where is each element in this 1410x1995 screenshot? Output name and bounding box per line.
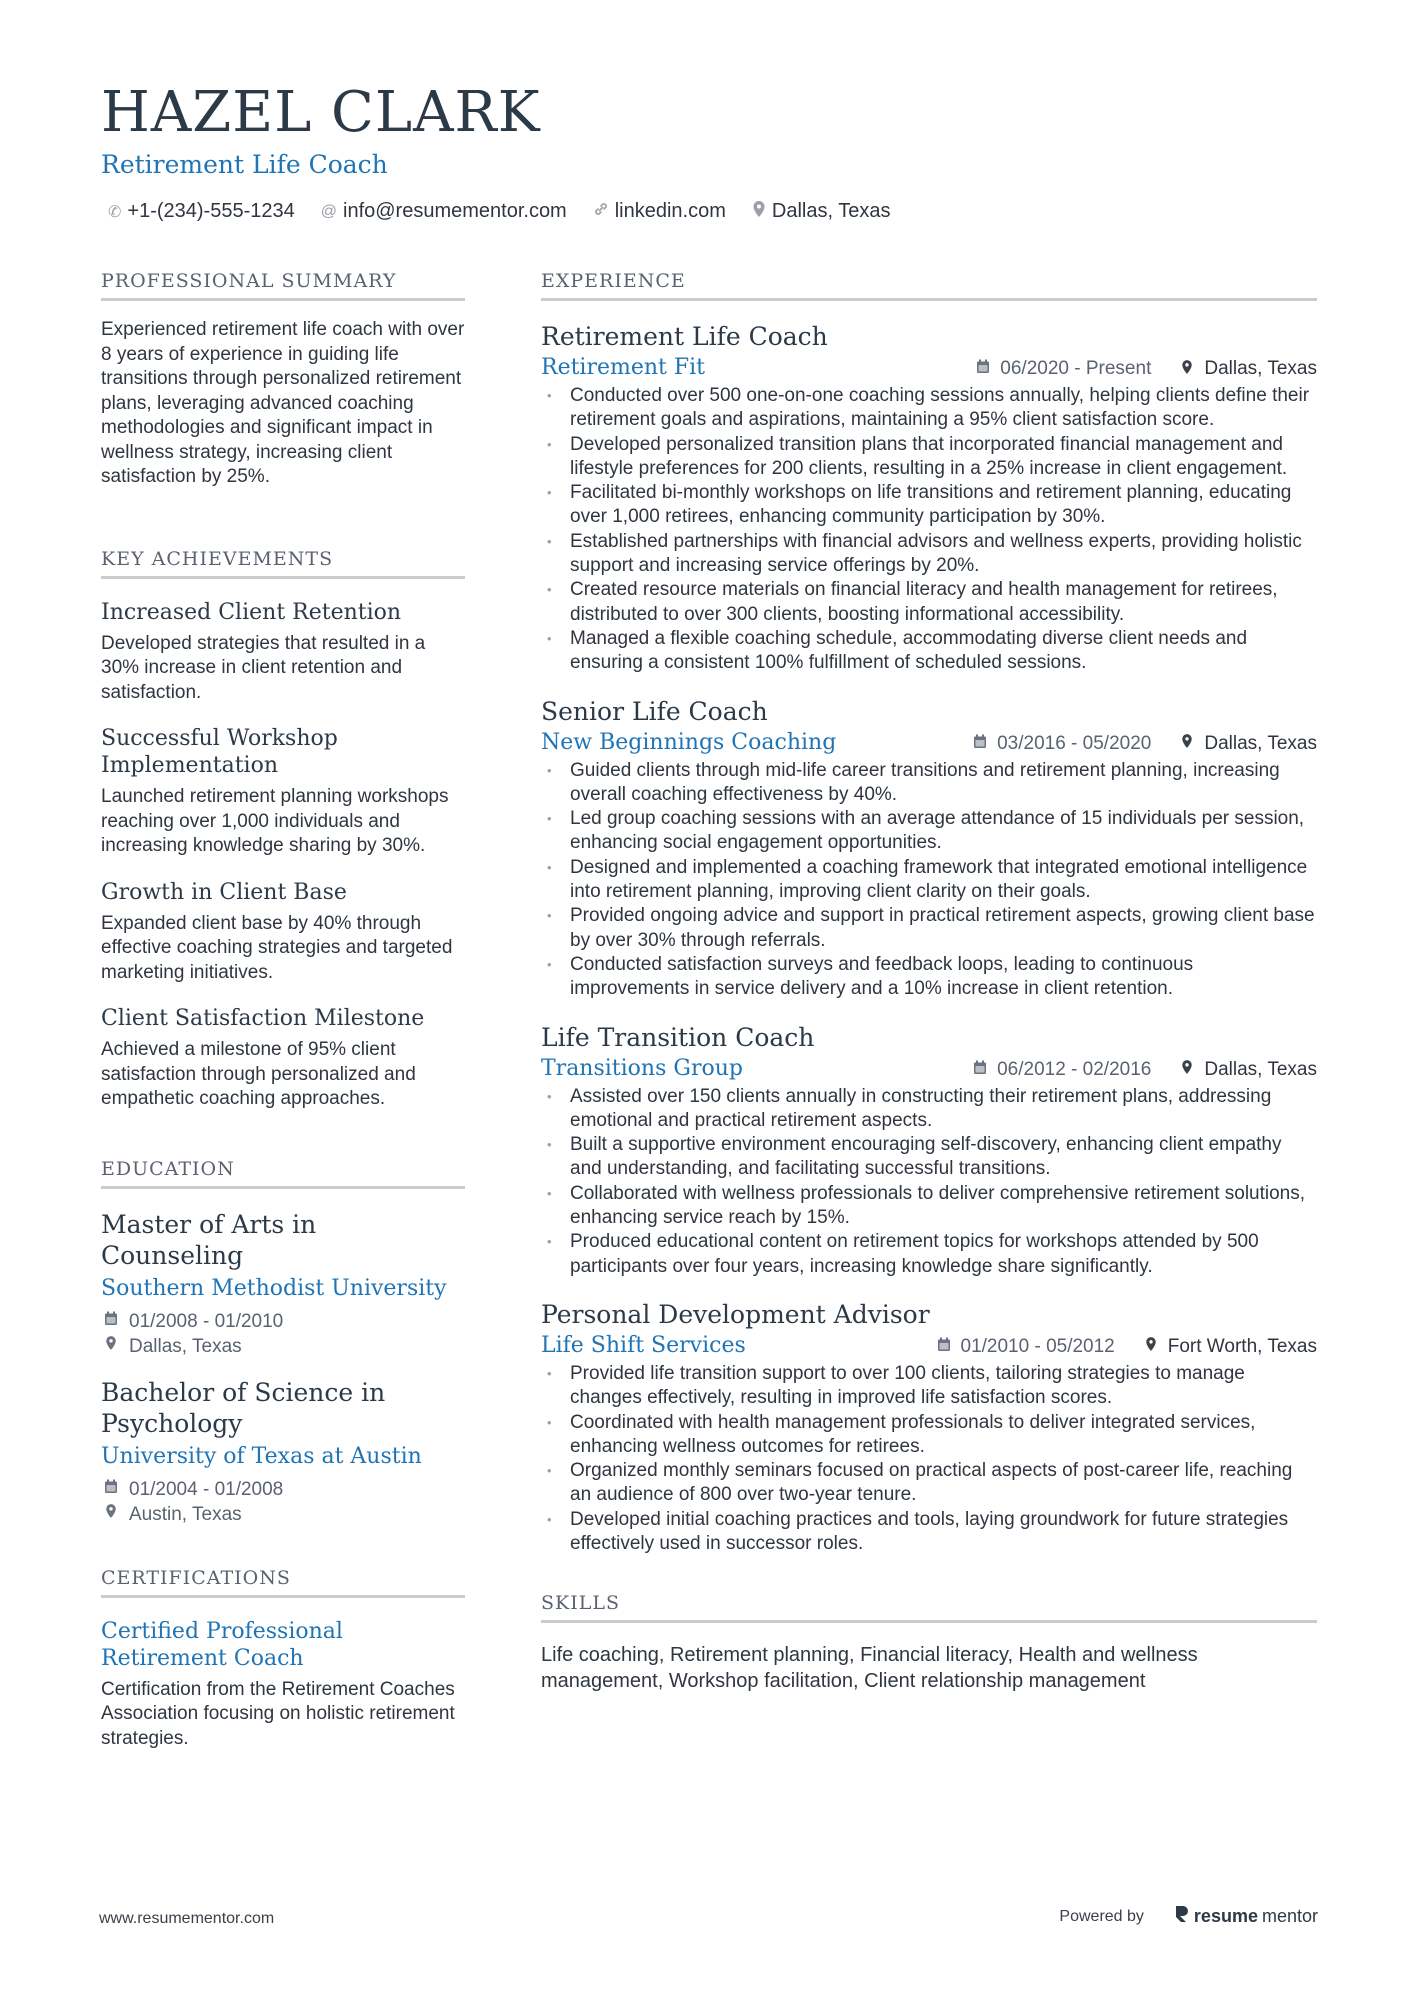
job-dates: 06/2012 - 02/2016 (970, 1059, 1151, 1081)
candidate-role: Retirement Life Coach (101, 150, 388, 179)
location-icon (752, 200, 766, 223)
school: University of Texas at Austin (101, 1443, 422, 1469)
achievement-title: Increased Client Retention (101, 599, 402, 625)
degree: Master of Arts in Counseling (101, 1209, 317, 1270)
skills-section (541, 1592, 1317, 1694)
location-icon (1141, 1336, 1161, 1357)
job-bullet: • Established partnerships with financial advisors and wellness experts, providing holistic support and increasing service offerings by 20%. (541, 530, 1317, 579)
job-location: Dallas, Texas (1177, 358, 1317, 380)
job-title: Senior Life Coach (541, 696, 768, 726)
brand-icon (1174, 1904, 1190, 1929)
contact-email[interactable]: @ info@resumementor.com (320, 200, 567, 222)
right-column (541, 270, 1317, 1694)
job-entry (541, 321, 1317, 676)
job-company: New Beginnings Coaching (541, 729, 837, 755)
job-company: Retirement Fit (541, 355, 706, 380)
education-dates: 01/2008 - 01/2010 (101, 1309, 465, 1334)
achievement-title: Successful Workshop Implementation (101, 726, 338, 778)
education-section (101, 1158, 465, 1527)
job-meta (934, 1336, 1318, 1358)
job-title: Personal Development Advisor (541, 1299, 930, 1329)
job-company: Life Shift Services (541, 1332, 746, 1358)
job-bullet: • Created resource materials on financial literacy and health management for retirees, distributed to over 300 clients, boosting informational accessibility. (541, 578, 1317, 627)
job-bullet: • Conducted over 500 one-on-one coaching sessions annually, helping clients define their retirement goals and aspirations, maintaining a 95% client satisfaction score. (541, 384, 1317, 433)
job-location: Dallas, Texas (1177, 1059, 1317, 1081)
skills-heading: SKILLS (541, 1592, 1317, 1623)
at-icon: @ (320, 202, 337, 220)
contact-phone: ✆ +1-(234)-555-1234 (108, 200, 295, 222)
achievement-item (101, 599, 465, 706)
left-column (101, 270, 465, 1751)
job-bullet: • Built a supportive environment encouraging self-discovery, enhancing client empathy and understanding, and facilitating successful transitions. (541, 1133, 1317, 1182)
job-bullet: • Provided life transition support to over 100 clients, tailoring strategies to manage changes effectively, resulting in improved life satisfaction scores. (541, 1362, 1317, 1411)
candidate-name: HAZEL CLARK (101, 80, 541, 145)
job-meta (970, 733, 1317, 755)
job-meta-row (541, 355, 1317, 380)
brand-text-bold: resume (1193, 1906, 1258, 1926)
achievement-item (101, 1005, 465, 1112)
job-bullets (541, 759, 1317, 1002)
education-heading: EDUCATION (101, 1158, 465, 1189)
calendar-icon (101, 1477, 121, 1502)
education-location: Austin, Texas (101, 1502, 465, 1527)
achievement-title: Growth in Client Base (101, 879, 347, 905)
certifications-heading: CERTIFICATIONS (101, 1567, 465, 1598)
job-entry (541, 1022, 1317, 1279)
certifications-section (101, 1567, 465, 1752)
degree: Bachelor of Science in Psychology (101, 1377, 386, 1438)
location-icon (1177, 1059, 1197, 1080)
location-icon (101, 1502, 121, 1527)
achievement-text: Expanded client base by 40% through effective coaching strategies and targeted marketing initiatives. (101, 912, 453, 983)
job-bullet: • Designed and implemented a coaching framework that integrated emotional intelligence into retirement planning, improving client clarity on their goals. (541, 856, 1317, 905)
job-meta (973, 358, 1317, 380)
summary-heading: PROFESSIONAL SUMMARY (101, 270, 465, 301)
job-bullet: • Conducted satisfaction surveys and feedback loops, leading to continuous improvements in service delivery and a 10% increase in client retention. (541, 953, 1317, 1002)
calendar-icon (970, 734, 990, 754)
phone-icon: ✆ (108, 203, 122, 221)
calendar-icon (934, 1337, 954, 1357)
education-item (101, 1209, 465, 1359)
achievement-text: Achieved a milestone of 95% client satisfaction through personalized and empathetic coaching approaches. (101, 1039, 416, 1109)
job-location: Dallas, Texas (1177, 733, 1317, 755)
job-dates: 06/2020 - Present (973, 358, 1151, 380)
education-dates: 01/2004 - 01/2008 (101, 1477, 465, 1502)
job-title: Life Transition Coach (541, 1022, 815, 1052)
achievement-text: Developed strategies that resulted in a 30% increase in client retention and satisfaction. (101, 632, 426, 703)
achievement-item (101, 879, 465, 986)
powered-by-label: Powered by (1059, 1907, 1144, 1925)
summary-section (101, 270, 465, 490)
job-bullet: • Coordinated with health management professionals to deliver integrated services, enhancing wellness outcomes for retirees. (541, 1411, 1317, 1460)
calendar-icon (101, 1309, 121, 1334)
contact-location: Dallas, Texas (752, 200, 891, 223)
achievement-item (101, 725, 465, 859)
education-location: Dallas, Texas (101, 1334, 465, 1359)
job-bullet: • Developed initial coaching practices and tools, laying groundwork for future strategies effectively used in successor roles. (541, 1508, 1317, 1557)
summary-text: Experienced retirement life coach with over 8 years of experience in guiding life transitions through personalized retirement plans, leveraging advanced coaching methodologies and significant impact in wellness strategy, increasing client satisfaction by 25%. (101, 319, 465, 487)
job-bullet: • Collaborated with wellness professionals to deliver comprehensive retirement solutions, enhancing service reach by 15%. (541, 1182, 1317, 1231)
job-bullet: • Facilitated bi-monthly workshops on life transitions and retirement planning, educating over 1,000 retirees, enhancing community participation by 30%. (541, 481, 1317, 530)
job-dates: 01/2010 - 05/2012 (934, 1336, 1115, 1358)
calendar-icon (970, 1060, 990, 1080)
achievement-text: Launched retirement planning workshops reaching over 1,000 individuals and increasing knowledge sharing by 30%. (101, 786, 449, 856)
achievements-heading: KEY ACHIEVEMENTS (101, 548, 465, 579)
experience-heading: EXPERIENCE (541, 270, 1317, 301)
job-bullet: • Provided ongoing advice and support in practical retirement aspects, growing client base by over 30% through referrals. (541, 904, 1317, 953)
job-meta (970, 1059, 1317, 1081)
location-icon (1177, 733, 1197, 754)
contact-linkedin[interactable]: linkedin.com (593, 200, 726, 223)
brand-text-light: mentor (1261, 1906, 1318, 1926)
footer-website[interactable]: www.resumementor.com (99, 1910, 275, 1927)
job-dates: 03/2016 - 05/2020 (970, 733, 1151, 755)
job-entry (541, 1299, 1317, 1556)
location-icon (101, 1334, 121, 1359)
achievement-title: Client Satisfaction Milestone (101, 1006, 425, 1031)
job-bullets (541, 1085, 1317, 1279)
job-bullets (541, 384, 1317, 676)
experience-section (541, 270, 1317, 1556)
certification-text: Certification from the Retirement Coaches Association focusing on holistic retirement strategies. (101, 1678, 455, 1749)
footer-powered (1059, 1904, 1318, 1929)
calendar-icon (973, 359, 993, 379)
location-icon (1177, 359, 1197, 380)
job-title: Retirement Life Coach (541, 322, 828, 351)
job-entry (541, 696, 1317, 1002)
achievements-section (101, 548, 465, 1112)
job-bullet: • Developed personalized transition plans that incorporated financial management and lifestyle preferences for 200 clients, resulting in a 25% increase in client engagement. (541, 433, 1317, 482)
job-meta-row (541, 730, 1317, 755)
school: Southern Methodist University (101, 1275, 447, 1301)
job-location: Fort Worth, Texas (1141, 1336, 1317, 1358)
contact-bar (108, 200, 890, 223)
job-bullet: • Led group coaching sessions with an average attendance of 15 individuals per session, enhancing social engagement opportunities. (541, 807, 1317, 856)
job-meta-row (541, 1056, 1317, 1081)
education-item (101, 1377, 465, 1527)
job-bullet: • Managed a flexible coaching schedule, accommodating diverse client needs and ensuring a consistent 100% fulfillment of scheduled sessions. (541, 627, 1317, 676)
job-bullet: • Organized monthly seminars focused on practical aspects of post-career life, reaching an audience of 800 over two-year tenure. (541, 1459, 1317, 1508)
brand-logo[interactable] (1174, 1904, 1318, 1929)
job-bullets (541, 1362, 1317, 1556)
job-meta-row (541, 1333, 1317, 1358)
certification-title: Certified Professional Retirement Coach (101, 1618, 343, 1671)
job-bullet: • Guided clients through mid-life career transitions and retirement planning, increasing overall coaching effectiveness by 40%. (541, 759, 1317, 808)
link-icon (593, 201, 609, 222)
job-company: Transitions Group (541, 1055, 743, 1081)
job-bullet: • Produced educational content on retirement topics for workshops attended by 500 participants over four years, increasing knowledge share significantly. (541, 1230, 1317, 1279)
job-bullet: • Assisted over 150 clients annually in constructing their retirement plans, addressing emotional and practical retirement aspects. (541, 1085, 1317, 1134)
skills-text: Life coaching, Retirement planning, Financial literacy, Health and wellness management, Workshop facilitation, Client relationship management (541, 1644, 1198, 1692)
